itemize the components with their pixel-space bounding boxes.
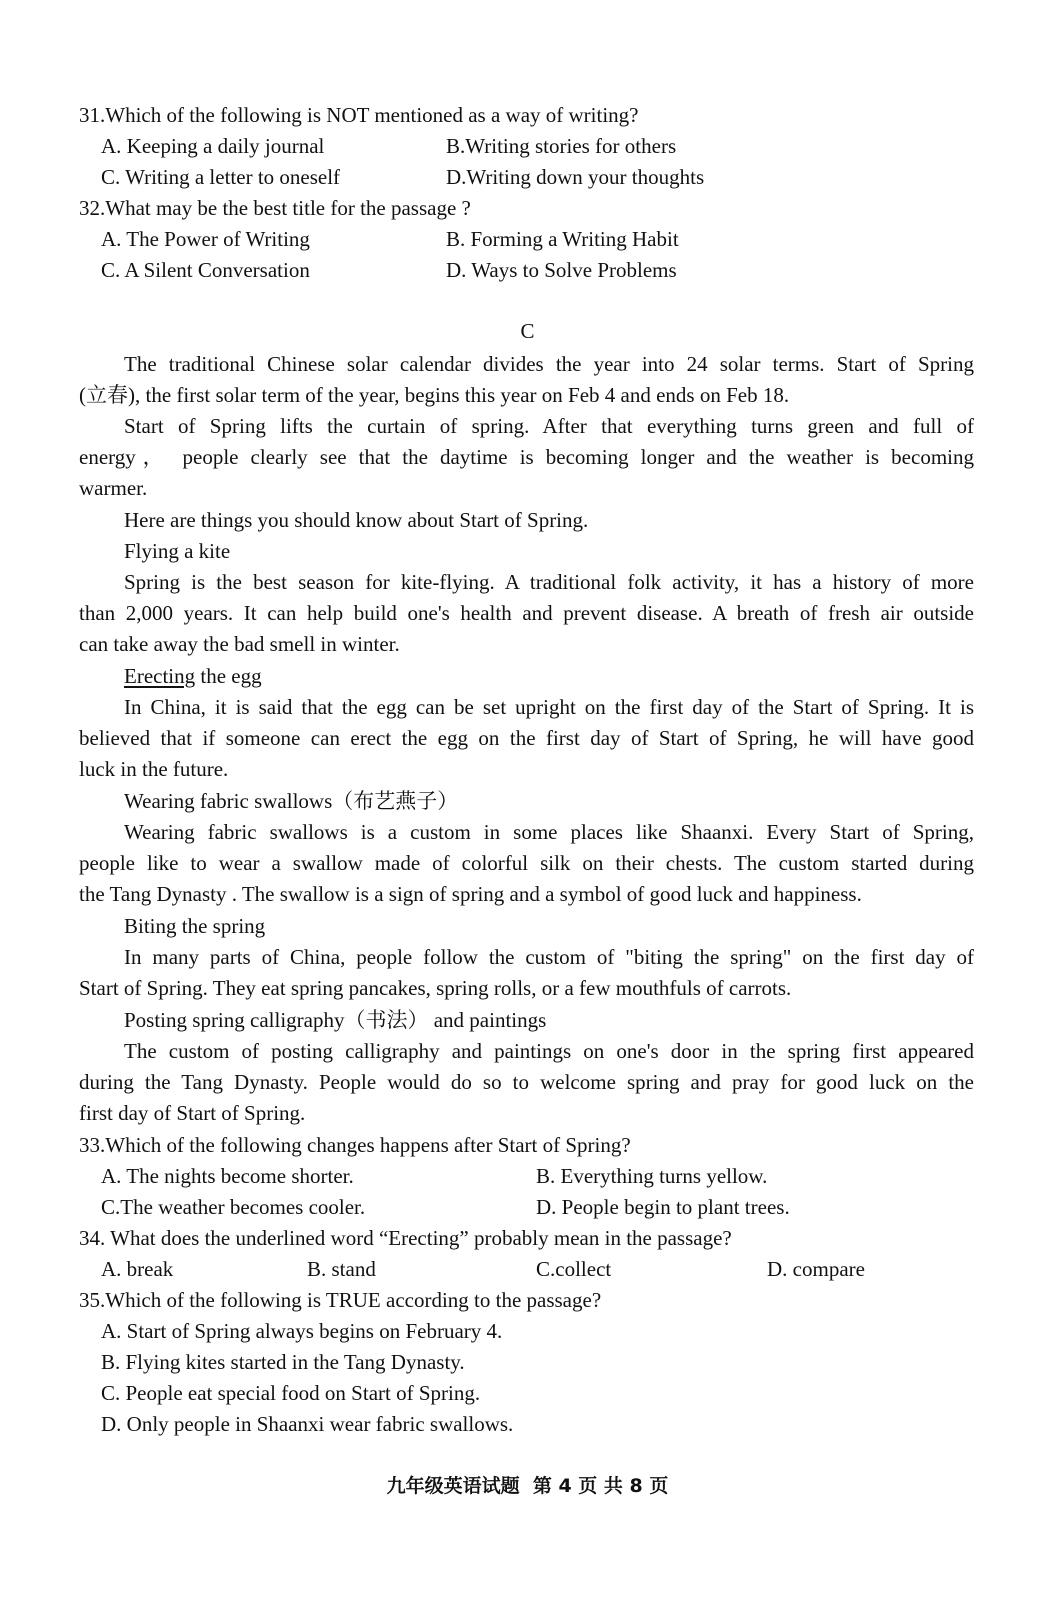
- passage-line: than 2,000 years. It can help build one's health and prevent disease. A breath of fresh air outside: [79, 601, 974, 625]
- q32-option-b: B. Forming a Writing Habit: [446, 227, 679, 251]
- q35-option-b: B. Flying kites started in the Tang Dynasty.: [101, 1350, 465, 1374]
- q32-option-c: C. A Silent Conversation: [101, 258, 310, 282]
- subheading-biting-spring: Biting the spring: [124, 914, 266, 938]
- passage-line: energy， people clearly see that the daytime is becoming longer and the weather is becoming: [79, 445, 974, 469]
- q34-option-b: B. stand: [307, 1257, 376, 1281]
- subheading-calligraphy: Posting spring calligraphy（书法） and paintings: [124, 1008, 547, 1032]
- passage-line: The traditional Chinese solar calendar divides the year into 24 solar terms. Start of Spring: [124, 352, 974, 376]
- passage-line: Start of Spring lifts the curtain of spring. After that everything turns green and full of: [124, 414, 974, 438]
- question-34: 34. What does the underlined word “Erecting” probably mean in the passage?: [79, 1226, 732, 1250]
- question-33: 33.Which of the following changes happens after Start of Spring?: [79, 1133, 631, 1157]
- subheading-erecting-egg: Erecting the egg: [124, 664, 262, 688]
- q35-option-c: C. People eat special food on Start of Spring.: [101, 1381, 481, 1405]
- passage-line: believed that if someone can erect the egg on the first day of Start of Spring, he will have good: [79, 726, 974, 750]
- passage-line: during the Tang Dynasty. People would do so to welcome spring and pray for good luck on the: [79, 1070, 974, 1094]
- q31-option-d: D.Writing down your thoughts: [446, 165, 705, 189]
- subheading-flying-kite: Flying a kite: [124, 539, 231, 563]
- q33-option-b: B. Everything turns yellow.: [536, 1164, 768, 1188]
- passage-line: Here are things you should know about Start of Spring.: [124, 508, 589, 532]
- passage-line: The custom of posting calligraphy and paintings on one's door in the spring first appeared: [124, 1039, 974, 1063]
- q33-option-c: C.The weather becomes cooler.: [101, 1195, 366, 1219]
- section-heading: C: [520, 319, 535, 343]
- underlined-word: Erecting: [124, 664, 196, 688]
- q32-option-d: D. Ways to Solve Problems: [446, 258, 677, 282]
- passage-line: (立春), the first solar term of the year, begins this year on Feb 4 and ends on Feb 18.: [79, 383, 790, 407]
- passage-line: Start of Spring. They eat spring pancakes, spring rolls, or a few mouthfuls of carrots.: [79, 976, 792, 1000]
- q31-option-b: B.Writing stories for others: [446, 134, 677, 158]
- passage-line: warmer.: [79, 476, 148, 500]
- q35-option-d: D. Only people in Shaanxi wear fabric swallows.: [101, 1412, 514, 1436]
- passage-line: Wearing fabric swallows is a custom in some places like Shaanxi. Every Start of Spring,: [124, 820, 974, 844]
- subheading-fabric-swallows: Wearing fabric swallows（布艺燕子）: [124, 789, 459, 813]
- q34-option-a: A. break: [101, 1257, 174, 1281]
- question-31: 31.Which of the following is NOT mentioned as a way of writing?: [79, 103, 639, 127]
- passage-line: Spring is the best season for kite-flying. A traditional folk activity, it has a history of more: [124, 570, 974, 594]
- q32-option-a: A. The Power of Writing: [101, 227, 310, 251]
- q31-option-c: C. Writing a letter to oneself: [101, 165, 341, 189]
- q34-option-c: C.collect: [536, 1257, 612, 1281]
- passage-line: In China, it is said that the egg can be set upright on the first day of the Start of Spring. It is: [124, 695, 974, 719]
- passage-line: In many parts of China, people follow the custom of "biting the spring" on the first day of: [124, 945, 974, 969]
- q35-option-a: A. Start of Spring always begins on February 4.: [101, 1319, 503, 1343]
- passage-line: people like to wear a swallow made of colorful silk on their chests. The custom started during: [79, 851, 974, 875]
- passage-line: can take away the bad smell in winter.: [79, 632, 400, 656]
- q33-option-a: A. The nights become shorter.: [101, 1164, 354, 1188]
- question-32: 32.What may be the best title for the passage ?: [79, 196, 471, 220]
- q33-option-d: D. People begin to plant trees.: [536, 1195, 790, 1219]
- q34-option-d: D. compare: [767, 1257, 865, 1281]
- passage-line: first day of Start of Spring.: [79, 1101, 306, 1125]
- page-footer: 九年级英语试题 第 4 页 共 8 页: [386, 1475, 669, 1497]
- passage-line: the Tang Dynasty . The swallow is a sign of spring and a symbol of good luck and happiness.: [79, 882, 862, 906]
- passage-line: luck in the future.: [79, 757, 229, 781]
- question-35: 35.Which of the following is TRUE according to the passage?: [79, 1288, 602, 1312]
- q31-option-a: A. Keeping a daily journal: [101, 134, 325, 158]
